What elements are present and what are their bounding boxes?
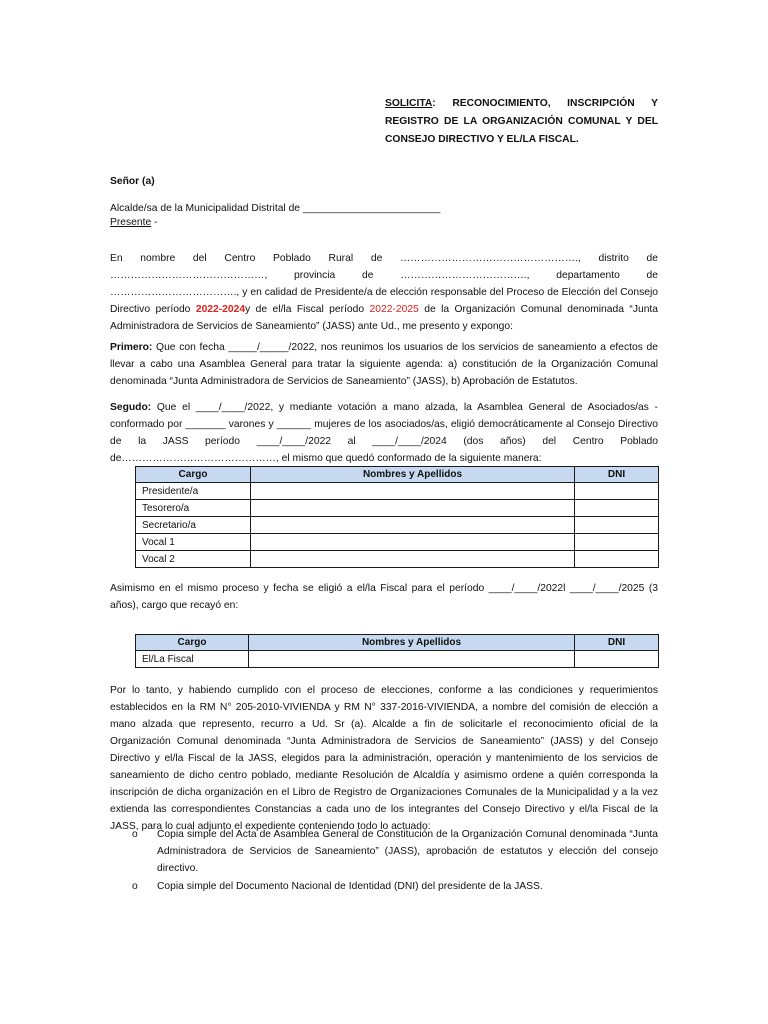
nombres-cell[interactable] [249, 651, 575, 668]
subject-label: SOLICITA [385, 98, 433, 109]
salutation-senor: Señor (a) [110, 176, 155, 187]
segundo-text: Que el ____/____/2022, y mediante votación a mano alzada, la Asamblea General de Asociados/as - conformado por _______ varones y ______ mujeres de los asociados/as, eligió democráticamente al Consejo Directivo de la JASS período ____/____/2022 al ____/____/2024 (dos años) del Centro Poblado de………………………………………, el mismo que quedó conformado de la siguiente manera: [110, 402, 658, 464]
header-dni: DNI [575, 635, 659, 651]
primero-text: Que con fecha _____/_____/2022, nos reunimos los usuarios de los servicios de saneamiento a efectos de llevar a cabo una Asamblea General para tratar la siguiente agenda: a) constitución de la Organización Comunal denominada “Junta Administradora de Servicios de Saneamiento” (JASS), b) Aprobación de Estatutos. [110, 342, 658, 387]
list-item-text: Copia simple del Acta de Asamblea General de Constitución de la Organización Comunal denominada “Junta Administradora de Servicios de Saneamiento” (JASS), aprobación de estatutos y elección del consejo directivo. [157, 829, 658, 874]
segundo-label: Segudo: [110, 402, 152, 413]
primero-paragraph [110, 339, 658, 390]
nombres-cell[interactable] [251, 500, 575, 517]
dni-cell[interactable] [575, 534, 659, 551]
intro-text-3: de la Organización Comunal denominada “Junta Administradora de Servicios de Saneamiento” (JASS) ante Ud., me presento y expongo: [110, 304, 659, 332]
subject-block [385, 95, 658, 149]
segundo-paragraph [110, 399, 658, 467]
presente-word: Presente [110, 217, 152, 228]
table-header-row [136, 635, 659, 651]
cargo-cell: Vocal 2 [136, 551, 251, 568]
nombres-cell[interactable] [251, 551, 575, 568]
nombres-cell[interactable] [251, 483, 575, 500]
dni-cell[interactable] [575, 551, 659, 568]
cargo-cell: Secretario/a [136, 517, 251, 534]
fiscal-paragraph: Asimismo en el mismo proceso y fecha se eligió a el/la Fiscal para el período ____/____/2022l ____/____/2025 (3 años), cargo que recayó en: [110, 583, 658, 611]
fiscal-table [135, 634, 659, 668]
dni-cell[interactable] [575, 500, 659, 517]
bullet-marker: o [132, 881, 138, 892]
intro-text-1: En nombre del Centro Poblado Rural de ……………………………………………., distrito de ………………………………………, provincia de ………………………………., departamento de ………………………………., y en calidad de Presidente/a de elección responsable del Proceso de Elección del Consejo Directivo período [110, 253, 658, 315]
subject-text: RECONOCIMIENTO, INSCRIPCIÓN Y REGISTRO DE LA ORGANIZACIÓN COMUNAL Y DEL CONSEJO DIRECTIVO Y EL/LA FISCAL. [385, 98, 658, 145]
dni-cell[interactable] [575, 651, 659, 668]
consejo-period-highlight: 2022-2024 [195, 304, 246, 315]
intro-paragraph [110, 250, 658, 335]
nombres-cell[interactable] [251, 534, 575, 551]
cargo-cell: El/La Fiscal [136, 651, 249, 668]
header-nombres: Nombres y Apellidos [251, 467, 575, 483]
table-row [136, 483, 659, 500]
attachments-list [110, 826, 658, 896]
table-header-row [136, 467, 659, 483]
presente-suffix: - [151, 217, 158, 228]
dni-cell[interactable] [575, 517, 659, 534]
cargo-cell: Tesorero/a [136, 500, 251, 517]
cargo-cell: Presidente/a [136, 483, 251, 500]
table-row [136, 500, 659, 517]
table-row [136, 551, 659, 568]
subject-colon: : [432, 98, 436, 109]
cargo-cell: Vocal 1 [136, 534, 251, 551]
fiscal-period-highlight: 2022-2025 [369, 304, 419, 315]
header-cargo: Cargo [136, 635, 249, 651]
primero-label: Primero: [110, 342, 153, 353]
dni-cell[interactable] [575, 483, 659, 500]
consejo-directivo-table [135, 466, 659, 568]
intro-text-2: y de el/la Fiscal período [245, 304, 370, 315]
table-row [136, 534, 659, 551]
list-item [110, 826, 658, 877]
list-item [110, 878, 658, 895]
table-row [136, 651, 659, 668]
salutation-presente [110, 214, 658, 231]
nombres-cell[interactable] [251, 517, 575, 534]
salutation-alcalde: Alcalde/sa de la Municipalidad Distrital de ________________________ [110, 203, 441, 214]
list-item-text: Copia simple del Documento Nacional de Identidad (DNI) del presidente de la JASS. [157, 881, 543, 892]
bullet-marker: o [132, 829, 138, 840]
closing-paragraph: Por lo tanto, y habiendo cumplido con el proceso de elecciones, conforme a las condiciones y requerimientos establecidos en la RM N° 205-2010-VIVIENDA y RM N° 337-2016-VIVIENDA, a nombre del comisión de elección a mano alzada que represento, recurro a Ud. Sr (a). Alcalde a fin de solicitarle el reconocimiento oficial de la Organización Comunal denominada “Junta Administradora de Servicios de Saneamiento” (JASS) y del Consejo Directivo y el/la Fiscal de la JASS, elegidos para la administración, operación y mantenimiento de los servicios de saneamiento de dicho centro poblado, mediante Resolución de Alcaldía y asimismo ordene a quién corresponda la inscripción de dicha organización en el Libro de Registro de Organizaciones Comunales de la Municipalidad y a la vez extienda las correspondientes Constancias a cada uno de los integrantes del Consejo Directivo y el/la Fiscal de la JASS, para lo cual adjunto el expediente conteniendo todo lo actuado: [110, 685, 658, 832]
table-row [136, 517, 659, 534]
header-cargo: Cargo [136, 467, 251, 483]
header-dni: DNI [575, 467, 659, 483]
header-nombres: Nombres y Apellidos [249, 635, 575, 651]
